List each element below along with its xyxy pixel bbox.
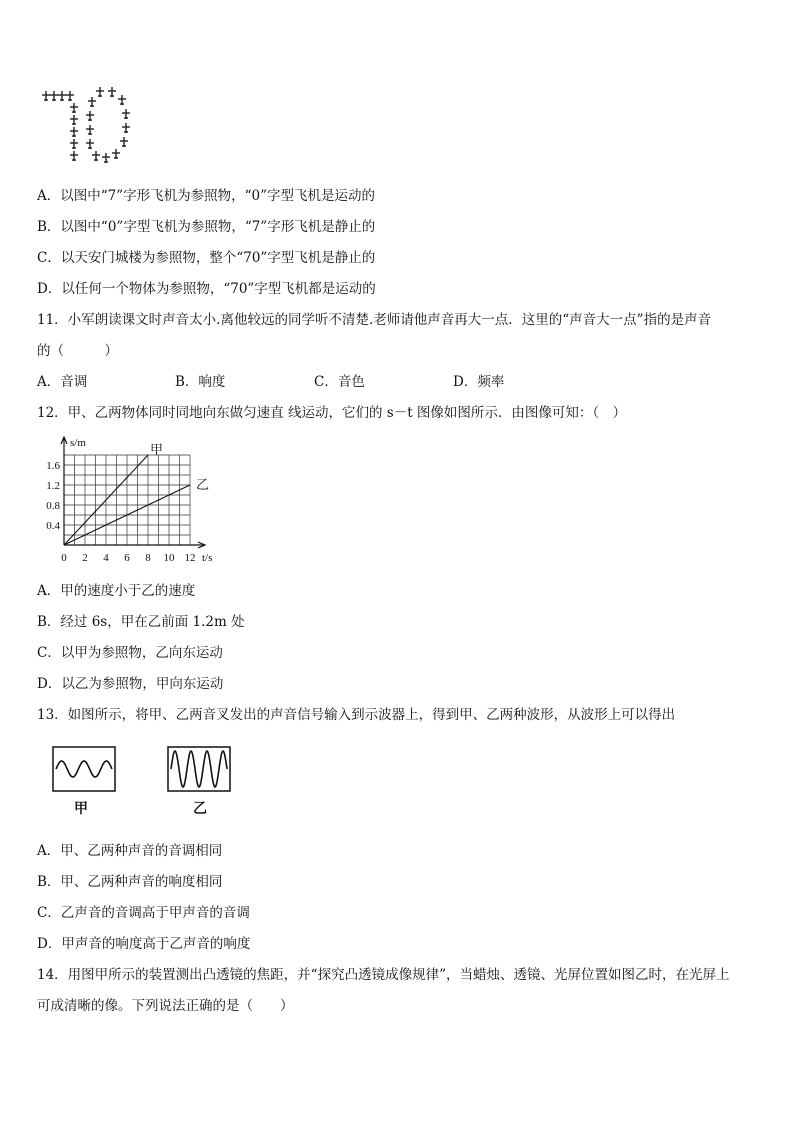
waveform-yi-label: 乙 (193, 801, 207, 817)
q11-option-d: D．频率 (453, 374, 505, 390)
q13-option-c: C．乙声音的音调高于甲声音的音调 (37, 905, 250, 921)
q11-stem-line1: 11．小军朗读课文时声音太小.离他较远的同学听不清楚.老师请他声音再大一点．这里的“声音大一点”指的是声音 (37, 312, 712, 328)
q12-stem: 12．甲、乙两物体同时同地向东做匀速直 线运动，它们的 s－t 图像如图所示．由图像可知：（ ） (37, 405, 627, 421)
q10-option-a: A．以图中“7”字形飞机为参照物，“0”字型飞机是运动的 (37, 188, 376, 204)
formation-70-figure (40, 84, 140, 168)
y-tick-label: 0.8 (46, 500, 60, 512)
plane-icon (70, 139, 78, 149)
q12-option-a: A．甲的速度小于乙的速度 (37, 583, 196, 599)
q11-option-c: C．音色 (314, 374, 365, 390)
plane-icon (108, 87, 116, 97)
x-tick-label: 10 (163, 552, 175, 564)
x-tick-label: 12 (184, 552, 196, 564)
waveform-yi (167, 746, 231, 792)
series-label-yi: 乙 (196, 477, 210, 492)
q13-stem: 13．如图所示，将甲、乙两音叉发出的声音信号输入到示波器上，得到甲、乙两种波形，从波形上可以得出 (37, 707, 676, 723)
q12-option-c: C．以甲为参照物，乙向东运动 (37, 645, 223, 661)
series-label-jia: 甲 (150, 442, 164, 457)
q10-option-b: B．以图中“0”字型飞机为参照物，“7”字形飞机是静止的 (37, 219, 376, 235)
plane-icon (70, 115, 78, 125)
y-axis-label: s/m (70, 437, 86, 449)
plane-icon (42, 91, 50, 101)
plane-icon (86, 125, 94, 135)
x-tick-label: 0 (61, 552, 67, 564)
q11-options (37, 372, 537, 392)
y-tick-label: 0.4 (46, 520, 60, 532)
waveform-jia (52, 746, 116, 792)
plane-icon (92, 151, 100, 161)
q10-option-c: C．以天安门城楼为参照物，整个“70”字型飞机是静止的 (37, 250, 376, 266)
waveform-jia-label: 甲 (74, 801, 88, 817)
x-axis-label: t/s (202, 552, 213, 564)
plane-icon (96, 87, 104, 97)
plane-icon (66, 91, 74, 101)
plane-icon (102, 153, 110, 163)
plane-icon (122, 123, 130, 133)
q12-option-d: D．以乙为参照物，甲向东运动 (37, 676, 224, 692)
plane-icon (120, 137, 128, 147)
plane-icon (50, 91, 58, 101)
q13-option-a: A．甲、乙两种声音的音调相同 (37, 843, 223, 859)
q11-option-a: A．音调 (37, 374, 88, 390)
q13-option-b: B．甲、乙两种声音的响度相同 (37, 874, 223, 890)
plane-icon (118, 95, 126, 105)
st-graph (36, 432, 226, 572)
plane-icon (112, 149, 120, 159)
plane-icon (58, 91, 66, 101)
plane-icon (86, 139, 94, 149)
q14-stem-line1: 14．用图甲所示的装置测出凸透镜的焦距，并“探究凸透镜成像规律”，当蜡烛、透镜、光屏位置如图乙时，在光屏上 (37, 967, 730, 983)
plane-icon (70, 127, 78, 137)
plane-icon (70, 151, 78, 161)
y-tick-label: 1.2 (46, 480, 60, 492)
x-tick-label: 8 (145, 552, 151, 564)
q13-option-d: D．甲声音的响度高于乙声音的响度 (37, 936, 251, 952)
q14-stem-line2: 可成清晰的像。下列说法正确的是（ ） (37, 998, 294, 1014)
plane-icon (86, 111, 94, 121)
plane-icon (122, 109, 130, 119)
q11-option-b: B．响度 (175, 374, 226, 390)
plane-icon (70, 103, 78, 113)
x-tick-label: 2 (82, 552, 88, 564)
x-tick-label: 4 (103, 552, 109, 564)
x-tick-label: 6 (124, 552, 130, 564)
y-tick-label: 1.6 (46, 460, 60, 472)
q10-option-d: D．以任何一个物体为参照物，“70”字型飞机都是运动的 (37, 281, 376, 297)
q12-option-b: B．经过 6s，甲在乙前面 1.2m 处 (37, 614, 245, 630)
q11-stem-line2: 的（ ） (37, 343, 118, 359)
plane-icon (88, 97, 96, 107)
